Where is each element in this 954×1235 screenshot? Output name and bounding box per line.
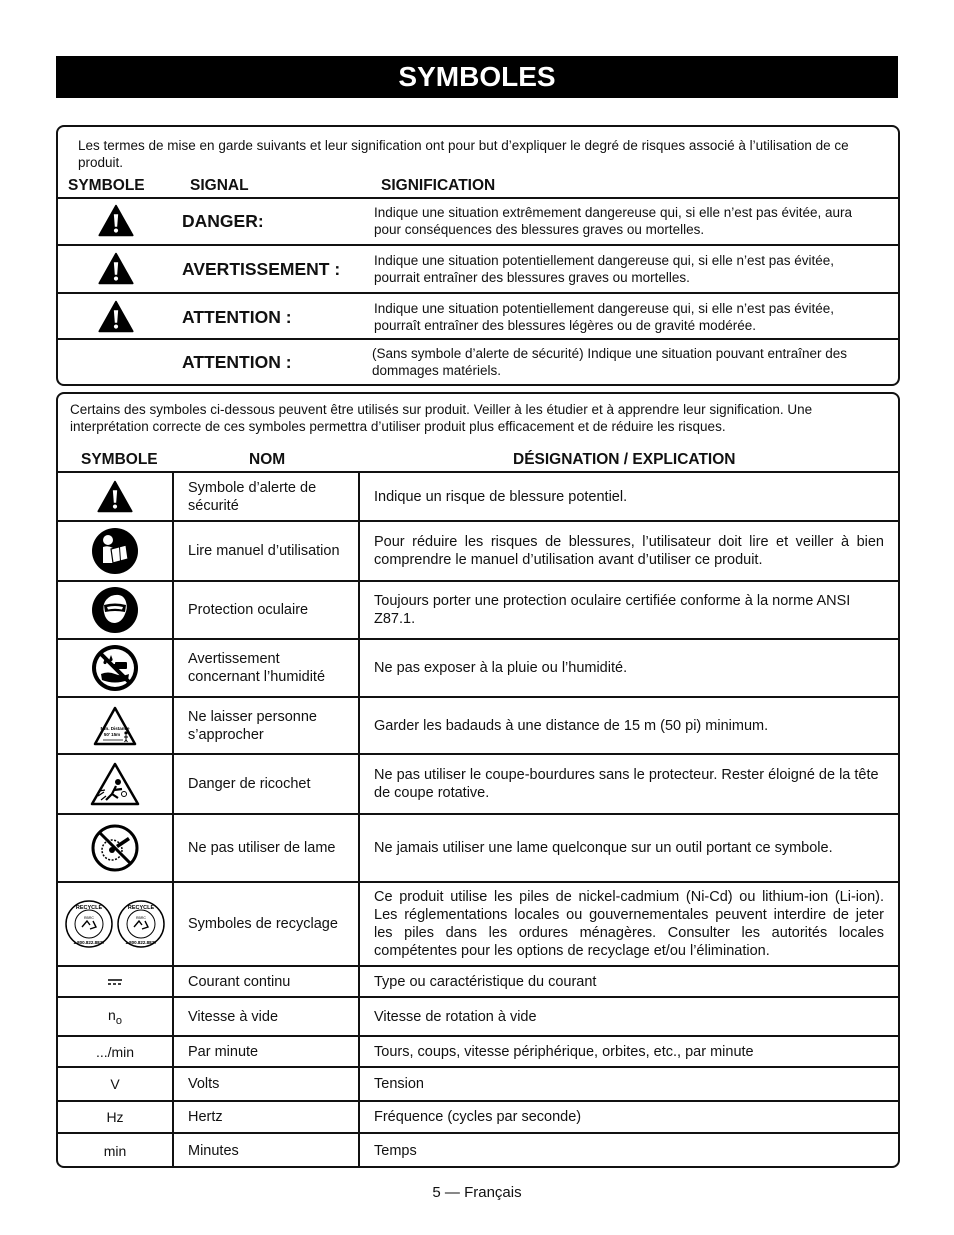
header-symbol: SYMBOLE: [81, 451, 158, 468]
recycle-code: RBRC: [136, 916, 146, 920]
symbol-explanation: Ne pas utiliser le coupe-bourdures sans le protecteur. Rester éloigné de la tête de coupe rotative.: [374, 767, 879, 801]
signal-label: DANGER:: [182, 211, 264, 231]
symbol-name: Lire manuel d’utilisation: [188, 543, 340, 559]
safety-alert-triangle-icon: [98, 204, 134, 237]
symbol-row: [58, 996, 898, 1035]
symbol-row: [58, 813, 898, 881]
symbol-explanation: Garder les badauds à une distance de 15 m (50 pi) minimum.: [374, 717, 769, 734]
signal-label: ATTENTION :: [182, 352, 292, 372]
symbols-box: [56, 392, 900, 1168]
symbol-text: .../min: [58, 1037, 174, 1066]
eye-protection-icon: [91, 586, 139, 634]
header-meaning: SIGNIFICATION: [381, 177, 496, 194]
recycle-ring-label: RECYCLE: [127, 905, 155, 911]
symbol-explanation: Temps: [374, 1143, 417, 1159]
symbol-name: Symboles de recyclage: [188, 916, 338, 932]
signal-meaning: (Sans symbole d’alerte de sécurité) Indique une situation pouvant entraîner des dommages matériels.: [372, 346, 848, 378]
signal-meaning: Indique une situation potentiellement dangereuse qui, si elle n’est pas évitée, pourrait entraîner des blessures graves ou mortelles.: [374, 253, 835, 285]
header-explanation: DÉSIGNATION / EXPLICATION: [513, 451, 736, 468]
symbol-explanation: Tours, coups, vitesse périphérique, orbites, etc., par minute: [374, 1043, 754, 1060]
page-title: SYMBOLES: [56, 56, 898, 98]
symbol-explanation: Type ou caractéristique du courant: [374, 973, 597, 990]
symbol-row: [58, 753, 898, 813]
signal-meaning: Indique une situation extrêmement dangereuse qui, si elle n’est pas évitée, aura pour conséquences des blessures graves ou mortelles.: [374, 205, 853, 237]
recycle-code: RBRC: [84, 916, 94, 920]
direct-current-icon: [107, 978, 123, 986]
symbol-name: Minutes: [188, 1143, 239, 1159]
header-symbol: SYMBOLE: [68, 177, 145, 194]
signal-label: ATTENTION :: [182, 307, 292, 327]
symbol-explanation: Vitesse de rotation à vide: [374, 1008, 537, 1025]
recycle-phone: 1.800.822.8837: [73, 940, 105, 945]
symbol-explanation: Tension: [374, 1076, 424, 1092]
header-signal: SIGNAL: [190, 177, 249, 194]
signal-label: AVERTISSEMENT :: [182, 259, 341, 279]
safety-alert-triangle-icon: [98, 252, 134, 285]
symbols-intro: Certains des symboles ci-dessous peuvent être utilisés sur produit. Veiller à les étudier et à apprendre leur signification. Une interprétation correcte de ces symboles permettra d’utiliser produit plus efficacement et de réduire les risques.: [70, 402, 813, 434]
symbol-row: [58, 580, 898, 638]
symbol-explanation: Fréquence (cycles par seconde): [374, 1109, 582, 1125]
symbol-row: [58, 1132, 898, 1168]
distance-value: 50' 15m: [103, 731, 121, 737]
symbol-row: [58, 965, 898, 996]
symbol-name: Courant continu: [188, 973, 291, 990]
symbol-explanation: Toujours porter une protection oculaire certifiée conforme à la norme ANSI Z87.1.: [374, 593, 851, 627]
recycle-phone: 1.800.822.8837: [125, 940, 157, 945]
recycle-seals-icon: [63, 899, 167, 949]
symbol-explanation: Ne jamais utiliser une lame quelconque sur un outil portant ce symbole.: [374, 840, 833, 856]
symbol-name: Danger de ricochet: [188, 776, 311, 792]
signal-row-warning: [58, 244, 898, 292]
distance-label: Min. Distance: [100, 725, 130, 731]
symbol-row: [58, 1035, 898, 1066]
symbol-name: Hertz: [188, 1109, 223, 1125]
wet-conditions-icon: [91, 644, 139, 692]
symbol-text: V: [58, 1068, 174, 1100]
keep-bystanders-away-icon: [93, 706, 137, 746]
symbol-text: $n_o$: [58, 998, 174, 1035]
symbol-explanation: Ne pas exposer à la pluie ou l’humidité.: [374, 660, 628, 676]
symbol-row: [58, 696, 898, 753]
symbol-row: [58, 471, 898, 520]
signal-row-notice: [58, 338, 898, 386]
recycle-ring-label: RECYCLE: [75, 905, 103, 911]
signal-row-caution: [58, 292, 898, 340]
symbol-row: [58, 1066, 898, 1100]
symbol-explanation: Ce produit utilise les piles de nickel-cadmium (Ni-Cd) ou lithium-ion (Li-ion). Les réglementations locales ou gouvernementales peuvent interdire de jeter les piles dans les ordures ménagères. Consulter les autorités locales compétentes pour les options de recyclage et/ou l’élimination.: [374, 889, 884, 959]
symbol-name: Ne pas utiliser de lame: [188, 840, 336, 856]
symbol-text: Hz: [58, 1102, 174, 1132]
symbol-explanation: Indique un risque de blessure potentiel.: [374, 488, 628, 505]
safety-alert-triangle-icon: [98, 300, 134, 333]
page-footer: 5 — Français: [432, 1184, 522, 1201]
symbol-row: [58, 881, 898, 965]
symbol-text: min: [58, 1134, 174, 1168]
symbol-name: Symbole d’alerte de sécurité: [188, 479, 317, 514]
signal-intro: Les termes de mise en garde suivants et leur signification ont pour but d’expliquer le degré de risques associé à l’utilisation de ce produit.: [78, 138, 849, 170]
symbol-name: Volts: [188, 1076, 220, 1092]
symbol-name: Par minute: [188, 1043, 259, 1060]
read-manual-icon: [91, 527, 139, 575]
symbol-name: Ne laisser personne s’approcher: [188, 708, 317, 743]
signal-meaning: Indique une situation potentiellement dangereuse qui, si elle n’est pas évitée, pourraît entraîner des blessures légères ou de gravité modérée.: [374, 301, 835, 333]
safety-alert-triangle-icon: [97, 480, 133, 513]
signal-words-box: [56, 125, 900, 386]
symbol-row: [58, 638, 898, 696]
symbol-name: Vitesse à vide: [188, 1008, 279, 1025]
symbol-name: Avertissement concernant l’humidité: [188, 651, 326, 685]
symbol-name: Protection oculaire: [188, 602, 309, 618]
no-blade-icon: [90, 823, 140, 873]
symbol-row: [58, 1100, 898, 1132]
symbol-row: [58, 520, 898, 580]
ricochet-hazard-icon: [90, 762, 140, 806]
header-name: NOM: [249, 451, 286, 468]
symbol-explanation: Pour réduire les risques de blessures, l’utilisateur doit lire et veiller à bien comprendre le manuel d’utilisation avant d’utiliser ce produit.: [374, 534, 884, 568]
signal-row-danger: [58, 197, 898, 244]
